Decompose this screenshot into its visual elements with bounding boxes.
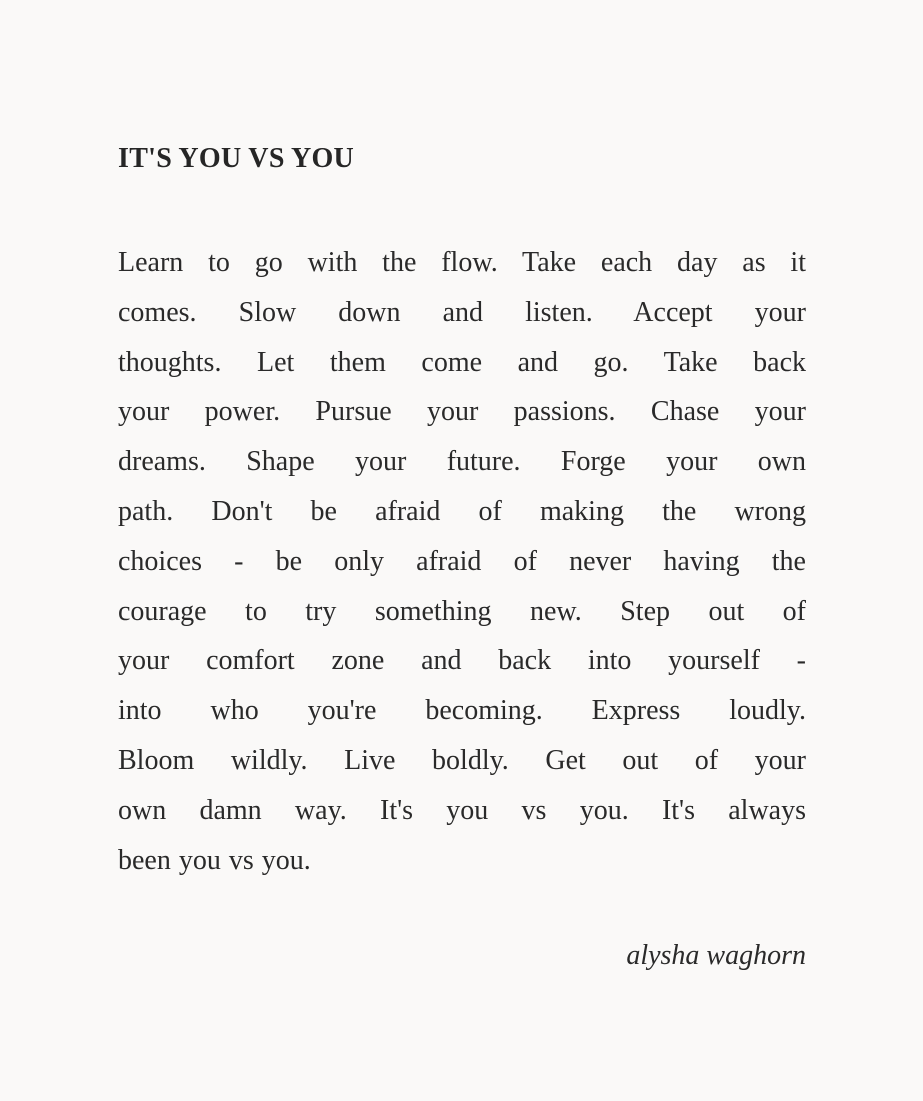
quote-line: Learn to go with the flow. Take each day as it <box>118 247 806 278</box>
quote-line: into who you're becoming. Express loudly. <box>118 695 806 727</box>
quote-line: own damn way. It's you vs you. It's always <box>118 794 806 826</box>
quote-line: been you vs you. <box>118 844 311 876</box>
author-signature: alysha waghorn <box>626 940 806 971</box>
quote-line: path. Don't be afraid of making the wrong <box>118 495 806 527</box>
quote-line: your power. Pursue your passions. Chase your <box>118 396 806 428</box>
quote-line: Bloom wildly. Live boldly. Get out of your <box>118 744 806 776</box>
quote-line: courage to try something new. Step out of <box>118 595 806 627</box>
quote-line: dreams. Shape your future. Forge your own <box>118 446 806 478</box>
quote-title: IT'S YOU VS YOU <box>118 143 355 174</box>
quote-body <box>118 238 806 885</box>
quote-line: your comfort zone and back into yourself - <box>118 645 806 677</box>
quote-line: choices - be only afraid of never having the <box>118 545 806 577</box>
quote-line: thoughts. Let them come and go. Take back <box>118 346 806 378</box>
quote-line: comes. Slow down and listen. Accept your <box>118 296 806 328</box>
